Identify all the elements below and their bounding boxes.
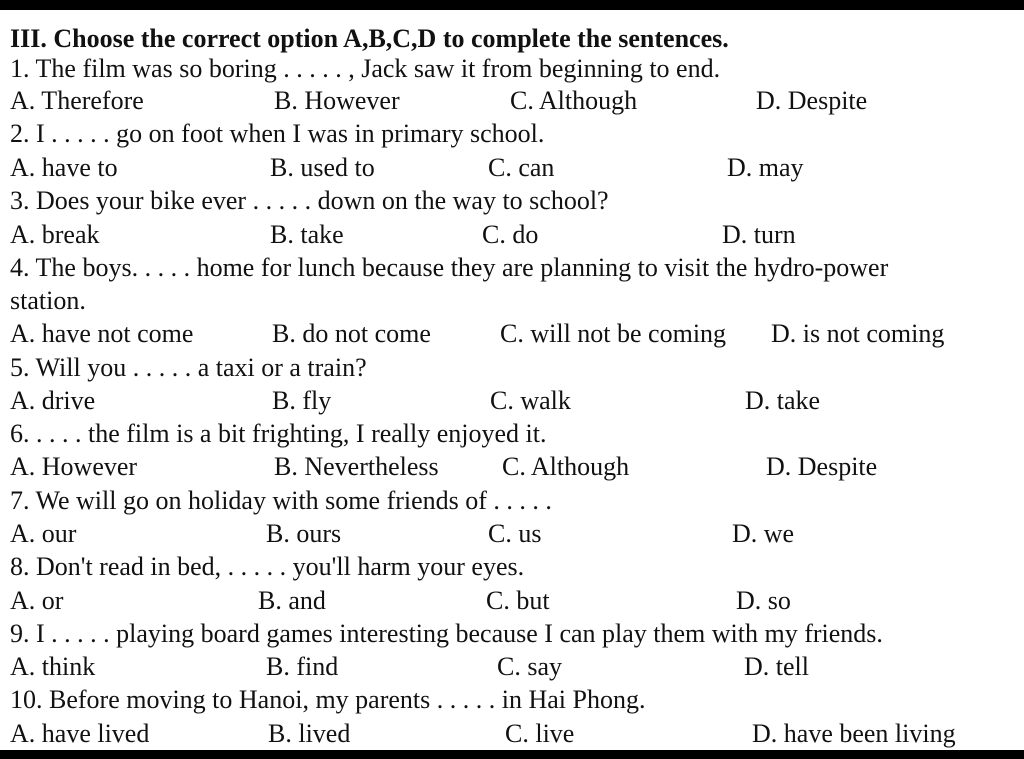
q7-option-c: C. us <box>488 519 542 548</box>
q3-option-d: D. turn <box>722 220 796 249</box>
q8-option-c: C. but <box>486 586 550 615</box>
q4-option-b: B. do not come <box>272 319 431 348</box>
q7-option-b: B. ours <box>266 519 342 548</box>
q8-option-b: B. and <box>258 586 326 615</box>
q10-option-c: C. live <box>505 719 575 748</box>
question-3: 3. Does your bike ever . . . . . down on the way to school? <box>10 186 609 215</box>
q10-option-b: B. lived <box>268 719 351 748</box>
q3-option-a: A. break <box>10 220 100 249</box>
q3-option-b: B. take <box>270 220 344 249</box>
q5-option-b: B. fly <box>272 386 332 415</box>
question-1: 1. The film was so boring . . . . . , Jack saw it from beginning to end. <box>10 54 721 83</box>
q1-option-b: B. However <box>274 86 400 115</box>
q1-option-c: C. Although <box>510 86 638 115</box>
q8-option-a: A. or <box>10 586 64 615</box>
question-10: 10. Before moving to Hanoi, my parents . . . . . in Hai Phong. <box>10 685 646 714</box>
q2-option-a: A. have to <box>10 153 118 182</box>
q4-option-c: C. will not be coming <box>500 319 727 348</box>
exercise-title: III. Choose the correct option A,B,C,D to complete the sentences. <box>10 24 729 53</box>
q9-option-c: C. say <box>497 652 562 681</box>
question-9: 9. I . . . . . playing board games interesting because I can play them with my friends. <box>10 619 883 648</box>
q2-option-b: B. used to <box>270 153 375 182</box>
q9-option-d: D. tell <box>744 652 809 681</box>
q1-option-a: A. Therefore <box>10 86 144 115</box>
q7-option-d: D. we <box>732 519 795 548</box>
q9-option-b: B. find <box>266 652 339 681</box>
q7-option-a: A. our <box>10 519 77 548</box>
q6-option-d: D. Despite <box>766 452 878 481</box>
question-4: 4. The boys. . . . . home for lunch because they are planning to visit the hydro-power <box>10 253 889 282</box>
q5-option-c: C. walk <box>490 386 571 415</box>
q9-option-a: A. think <box>10 652 96 681</box>
q3-option-c: C. do <box>482 220 539 249</box>
q6-option-a: A. However <box>10 452 138 481</box>
q2-option-d: D. may <box>727 153 804 182</box>
q4-option-a: A. have not come <box>10 319 194 348</box>
q5-option-a: A. drive <box>10 386 96 415</box>
q6-option-c: C. Although <box>502 452 630 481</box>
q6-option-b: B. Nevertheless <box>274 452 439 481</box>
q2-option-c: C. can <box>488 153 555 182</box>
question-6: 6. . . . . the film is a bit frighting, I really enjoyed it. <box>10 419 547 448</box>
question-2: 2. I . . . . . go on foot when I was in primary school. <box>10 119 545 148</box>
q4-option-d: D. is not coming <box>771 319 945 348</box>
question-8: 8. Don't read in bed, . . . . . you'll harm your eyes. <box>10 552 525 581</box>
worksheet <box>0 10 1024 750</box>
q1-option-d: D. Despite <box>756 86 868 115</box>
q10-option-d: D. have been living <box>752 719 956 748</box>
q8-option-d: D. so <box>736 586 791 615</box>
q10-option-a: A. have lived <box>10 719 150 748</box>
question-5: 5. Will you . . . . . a taxi or a train? <box>10 353 367 382</box>
question-7: 7. We will go on holiday with some friends of . . . . . <box>10 486 552 515</box>
question-4-continued: station. <box>10 286 86 315</box>
q5-option-d: D. take <box>745 386 821 415</box>
